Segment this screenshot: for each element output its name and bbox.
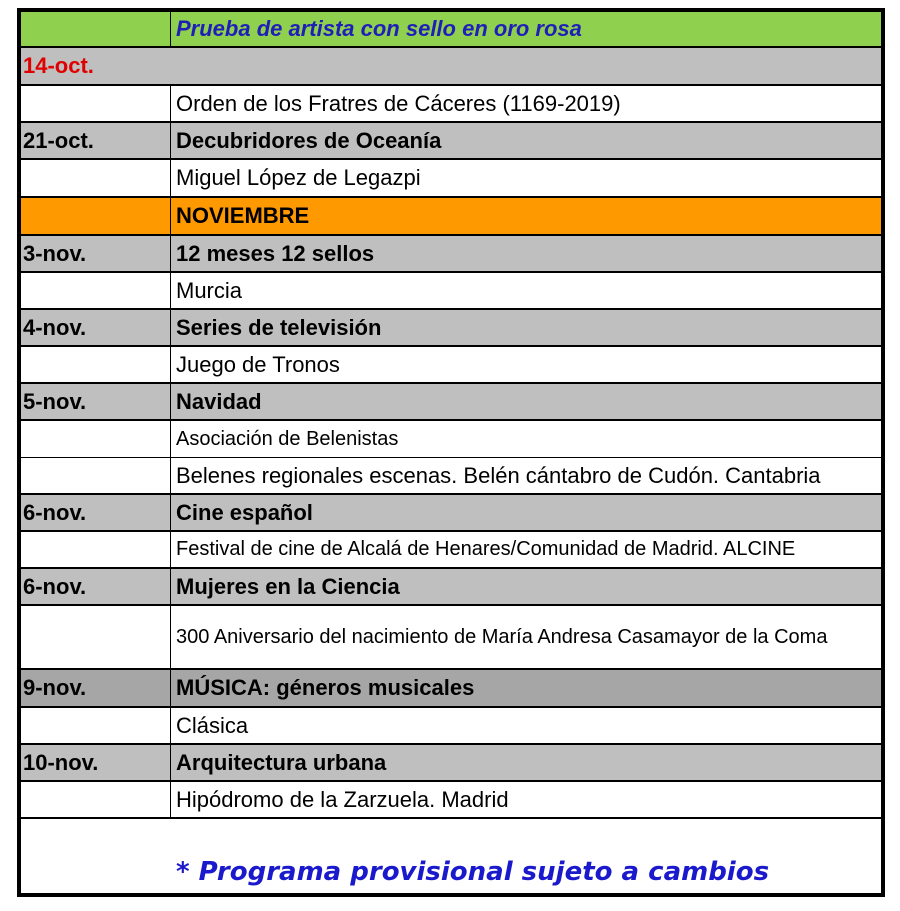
month-row: [21, 198, 881, 236]
main-cell: Series de televisión: [176, 314, 382, 340]
row-detail: [21, 273, 881, 310]
main-cell: MÚSICA: géneros musicales: [176, 675, 475, 700]
month-label: NOVIEMBRE: [176, 203, 310, 228]
schedule-table: [17, 8, 885, 897]
date-cell: [21, 198, 171, 234]
main-cell: Mujeres en la Ciencia: [176, 573, 400, 599]
date-cell: [21, 421, 171, 457]
main-cell: Miguel López de Legazpi: [176, 165, 421, 190]
main-cell: Orden de los Fratres de Cáceres (1169-2019): [176, 90, 621, 116]
main-cell: Arquitectura urbana: [176, 749, 387, 775]
row-date: [21, 310, 881, 347]
row-detail: [21, 782, 881, 819]
date-cell: [21, 782, 171, 817]
row-detail: [21, 458, 881, 495]
row-date: [21, 745, 881, 782]
row-detail: [21, 708, 881, 745]
main-cell: Murcia: [176, 277, 243, 303]
row-date: [21, 123, 881, 160]
main-cell: Juego de Tronos: [176, 351, 340, 377]
date-cell: 9-nov.: [21, 670, 171, 706]
main-cell: Hipódromo de la Zarzuela. Madrid: [176, 786, 509, 812]
date-cell: 10-nov.: [21, 745, 171, 780]
row-detail: [21, 86, 881, 123]
row-detail: [21, 347, 881, 384]
date-cell: [21, 160, 171, 196]
main-cell: Navidad: [176, 388, 262, 414]
date-cell: [21, 347, 171, 382]
date-cell: [21, 606, 171, 668]
row-date: [21, 495, 881, 532]
date-cell: [21, 273, 171, 308]
main-cell: 300 Aniversario del nacimiento de María Andresa Casamayor de la Coma: [176, 625, 828, 648]
header-title: Prueba de artista con sello en oro rosa: [176, 16, 582, 41]
main-cell: Decubridores de Oceanía: [176, 127, 442, 153]
row-date: [21, 236, 881, 273]
main-cell: Belenes regionales escenas. Belén cántabro de Cudón. Cantabria: [176, 462, 821, 488]
row-date: [21, 670, 881, 708]
date-cell: [21, 708, 171, 743]
row-detail: [21, 606, 881, 670]
date-cell: [21, 532, 171, 567]
header-date-cell: [21, 12, 171, 46]
main-cell: Clásica: [176, 712, 249, 738]
main-cell: Asociación de Belenistas: [176, 427, 399, 450]
main-cell: 12 meses 12 sellos: [176, 240, 375, 266]
main-cell: Festival de cine de Alcalá de Henares/Comunidad de Madrid. ALCINE: [176, 538, 796, 560]
main-cell: [171, 48, 881, 84]
date-cell: 4-nov.: [21, 310, 171, 345]
date-cell: [21, 86, 171, 121]
row-detail: [21, 532, 881, 569]
main-cell: Cine español: [176, 499, 313, 525]
row-date: [21, 48, 881, 86]
row-date: [21, 384, 881, 421]
date-cell: 6-nov.: [21, 495, 171, 530]
date-cell: 21-oct.: [21, 123, 171, 158]
header-row: [21, 12, 881, 48]
date-cell: 14-oct.: [23, 53, 94, 78]
date-cell: 3-nov.: [21, 236, 171, 271]
footer-note-area: [21, 815, 881, 893]
date-cell: [21, 458, 171, 493]
date-cell: 5-nov.: [21, 384, 171, 419]
date-cell: 6-nov.: [21, 569, 171, 604]
row-detail: [21, 421, 881, 458]
row-detail: [21, 160, 881, 198]
footer-note: * Programa provisional sujeto a cambios: [176, 857, 770, 887]
row-date: [21, 569, 881, 606]
